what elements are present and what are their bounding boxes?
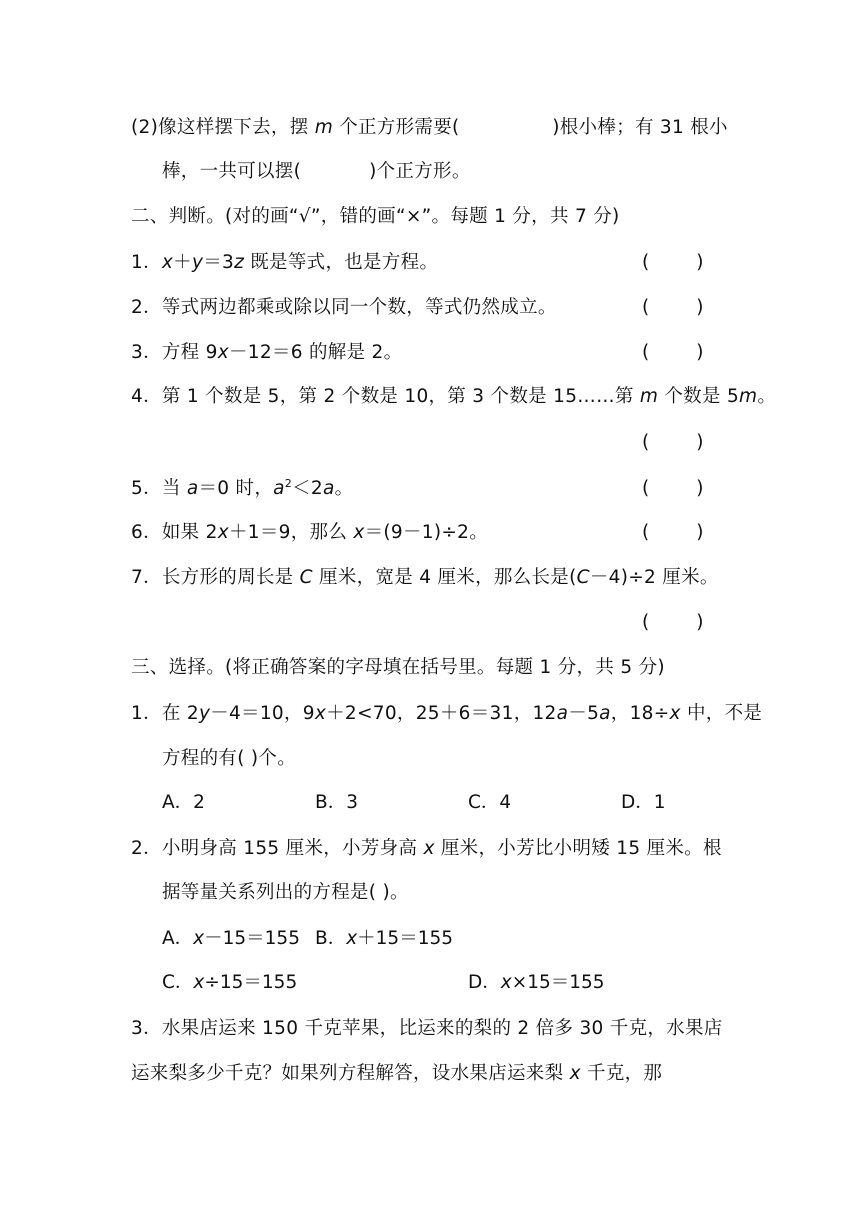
answer-paren[interactable]: ( ) — [642, 612, 704, 633]
choice-question-1-line1: 1．在 2y－4＝10，9x＋2<70，25＋6＝31，12a－5a，18÷x 中，不是 — [131, 703, 763, 724]
choice-question-2-line2: 据等量关系列出的方程是( )。 — [162, 882, 409, 903]
q2-square-sticks-line1: (2)像这样摆下去，摆 m 个正方形需要( )根小棒；有 31 根小 — [131, 117, 728, 138]
judge-question-7: 7．长方形的周长是 C 厘米，宽是 4 厘米，那么长是(C－4)÷2 厘米。 — [131, 567, 719, 588]
answer-paren[interactable]: ( ) — [642, 478, 704, 499]
choice-option-b: B．3 — [315, 792, 358, 813]
choice-question-1-line2: 方程的有( )个。 — [162, 748, 297, 769]
choice-question-3-line1: 3．水果店运来 150 千克苹果，比运来的梨的 2 倍多 30 千克，水果店 — [131, 1018, 723, 1039]
choice-option-c: C．x÷15＝155 — [162, 972, 298, 993]
choice-option-a: A．x－15＝155 — [162, 928, 300, 949]
judge-question-3: 3．方程 9x－12＝6 的解是 2。 — [131, 342, 403, 363]
choice-question-3-line2: 运来梨多少千克？如果列方程解答，设水果店运来梨 x 千克，那 — [131, 1063, 663, 1084]
choice-option-d: D．1 — [621, 792, 666, 813]
answer-paren[interactable]: ( ) — [642, 297, 704, 318]
judge-question-1: 1．x＋y＝3z 既是等式，也是方程。 — [131, 252, 439, 273]
q2-square-sticks-line2: 棒，一共可以摆( )个正方形。 — [162, 161, 471, 182]
judge-question-2: 2．等式两边都乘或除以同一个数，等式仍然成立。 — [131, 297, 557, 318]
answer-paren[interactable]: ( ) — [642, 342, 704, 363]
answer-paren[interactable]: ( ) — [642, 522, 704, 543]
choice-option-d: D．x×15＝155 — [468, 972, 605, 993]
section3-heading: 三、选择。(将正确答案的字母填在括号里。每题 1 分，共 5 分) — [131, 657, 665, 678]
choice-question-2-line1: 2．小明身高 155 厘米，小芳身高 x 厘米，小芳比小明矮 15 厘米。根 — [131, 838, 722, 859]
choice-option-b: B．x＋15＝155 — [315, 928, 454, 949]
choice-option-c: C．4 — [468, 792, 512, 813]
judge-question-6: 6．如果 2x＋1＝9，那么 x＝(9－1)÷2。 — [131, 522, 489, 543]
choice-option-a: A．2 — [162, 792, 205, 813]
judge-question-5: 5．当 a＝0 时，$a^2<2a$。 — [131, 477, 354, 499]
judge-question-4: 4．第 1 个数是 5，第 2 个数是 10，第 3 个数是 15……第 m 个数是 5m。 — [131, 386, 777, 407]
answer-paren[interactable]: ( ) — [642, 432, 704, 453]
answer-paren[interactable]: ( ) — [642, 252, 704, 273]
section2-heading: 二、判断。(对的画“√”，错的画“×”。每题 1 分，共 7 分) — [131, 206, 620, 227]
